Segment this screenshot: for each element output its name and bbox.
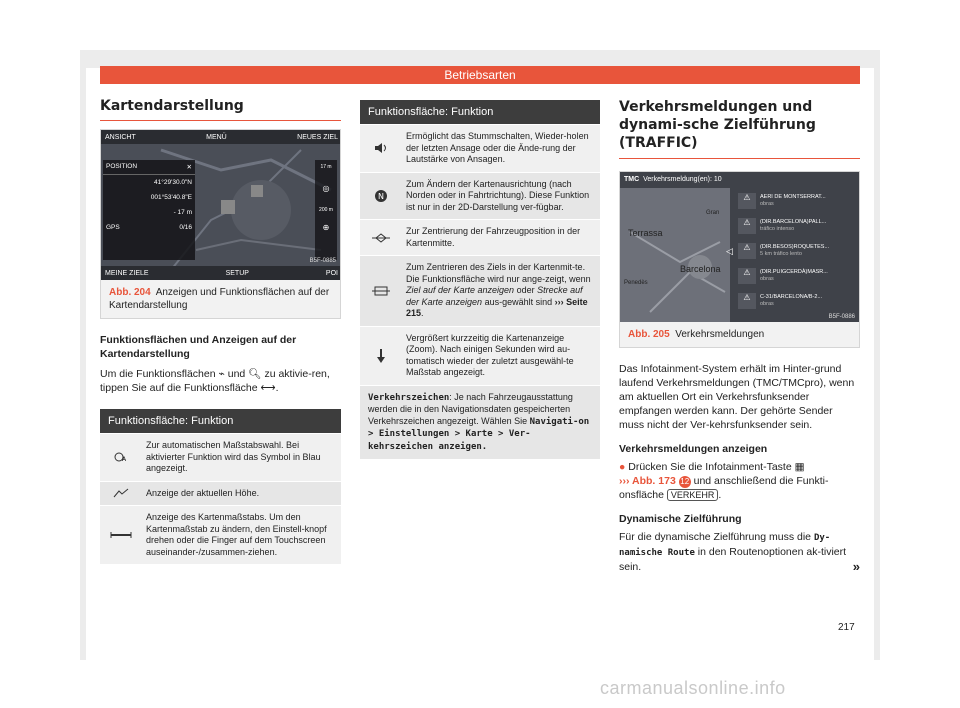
right-controls xyxy=(315,160,337,260)
position-panel xyxy=(103,160,195,260)
row-text: Anzeige des Kartenmaßstabs. Um den Kartenmaßstab zu ändern, den Einstell-knopf drehen oder die Finger auf dem Touchscreen auseinander-/zusammen-ziehen. xyxy=(146,512,327,557)
longitude: 001°53'40.8"E xyxy=(150,194,192,201)
item-subtitle: 5 km tráfico lento xyxy=(760,251,802,257)
list-item[interactable] xyxy=(738,215,854,237)
city-label: Penedès xyxy=(624,280,648,286)
intro-paragraph xyxy=(100,367,341,395)
map-scale[interactable]: 200 m xyxy=(319,207,333,213)
subheading: Dynamische Zielführung xyxy=(619,513,742,525)
body-paragraph: Das Infotainment-System erhält im Hinter-grund laufend Verkehrsmeldungen (TMC/TMCpro), wenn am aktuellen Ort ein Verkehrsfunksender empfangen werden kann. Der gehörte Sender muss nicht der Ver-kehrsfunksender sein. xyxy=(619,363,855,431)
parking-icon xyxy=(221,200,235,214)
infotainment-key-icon: ▦ xyxy=(794,461,805,473)
page-link[interactable]: ››› Seite 215 xyxy=(406,296,588,318)
section-heading: Verkehrsmeldungen und dynami-sche Zielführung (TRAFFIC) xyxy=(619,92,860,159)
scale-small-icon: ⟷ xyxy=(260,382,276,394)
new-destination-button[interactable]: NEUES ZIEL xyxy=(297,133,338,141)
menu-button[interactable]: MENÜ xyxy=(206,133,227,141)
section-header: Betriebsarten xyxy=(100,66,860,84)
gps-label: GPS xyxy=(106,224,120,231)
para-text: und xyxy=(227,368,246,380)
map-screenshot xyxy=(101,130,340,280)
row-text-part: aus-gewählt sind xyxy=(482,296,555,307)
caption-text: Anzeigen und Funktionsflächen auf der Kartendarstellung xyxy=(109,287,330,311)
middle-column xyxy=(360,100,600,459)
auto-zoom-icon xyxy=(100,434,142,481)
function-table-middle xyxy=(360,100,600,459)
table-row xyxy=(100,481,341,506)
right-column xyxy=(619,92,860,574)
center-destination-icon xyxy=(360,256,402,326)
section-heading: Kartendarstellung xyxy=(100,92,341,121)
warning-icon: ⚠ xyxy=(738,193,756,209)
close-icon[interactable]: ✕ xyxy=(186,164,192,171)
zoom-icon xyxy=(360,327,402,385)
bullet-text: und anschließend die Funkti-onsfläche xyxy=(619,475,829,501)
item-subtitle: obras xyxy=(760,301,774,307)
table-row xyxy=(360,172,600,220)
row-text: Zum Ändern der Kartenausrichtung (nach Norden oder in Fahrtrichtung). Diese Funktion ist nur in der 2D-Darstellung ver-fügbar. xyxy=(406,178,590,212)
svg-text:N: N xyxy=(378,191,384,201)
bullet-icon: ● xyxy=(619,461,626,473)
caption-label: Abb. 204 xyxy=(109,287,151,298)
bullet-item xyxy=(619,460,860,502)
altitude-small-icon: ⌁ xyxy=(218,368,225,380)
list-item[interactable] xyxy=(738,265,854,287)
continue-icon: » xyxy=(852,559,860,574)
bullet-text: Drücken Sie die Infotainment-Taste xyxy=(628,461,792,473)
latitude: 41°29'30.0"N xyxy=(154,179,192,186)
item-title: (DIR.PUIGCERDÀ)MASR... xyxy=(760,269,828,275)
gps-count: 0/16 xyxy=(179,224,192,231)
north-compass-icon xyxy=(360,173,402,220)
row-text xyxy=(402,256,600,326)
table-header: Funktionsfläche: Funktion xyxy=(360,100,600,124)
table-row xyxy=(360,255,600,326)
warning-icon: ⚠ xyxy=(738,268,756,284)
menu-path: Navigati-on > Einstellungen > Karte > Ver-kehrszeichen anzeigen. xyxy=(368,416,590,452)
list-item[interactable] xyxy=(738,240,854,262)
table-header: Funktionsfläche: Funktion xyxy=(100,409,341,433)
svg-text:A: A xyxy=(122,456,127,464)
row-text-part: : Je nach Fahrzeugausstattung werden die in den Navigationsdaten gespeicherten Verkehrszeichen angezeigt. Wählen Sie xyxy=(368,391,573,426)
para-text: zu aktivie-ren, tippen Sie auf die Funktionsfläche xyxy=(100,368,330,394)
panel-title: POSITION xyxy=(106,163,138,170)
row-text: Zur automatischen Maßstabswahl. Bei aktivierter Funktion wird das Symbol in Blau angezeigt. xyxy=(146,440,321,473)
item-subtitle: obras xyxy=(760,201,774,207)
figure-caption xyxy=(620,322,859,347)
row-text: Anzeige der aktuellen Höhe. xyxy=(146,487,260,498)
traffic-list xyxy=(738,190,854,312)
altitude: - 17 m xyxy=(173,209,192,216)
row-text-part: Zum Zentrieren des Ziels in der Kartenmit-te. Die Funktionsfläche wird nur ange-zeigt, wenn xyxy=(406,262,591,284)
table-row xyxy=(100,505,341,564)
view-button[interactable]: ANSICHT xyxy=(105,133,136,141)
item-title: AERI DE MONTSERRAT... xyxy=(760,194,826,200)
subheading: Funktionsflächen und Anzeigen auf der Kartendarstellung xyxy=(100,334,297,360)
row-text: Ermöglicht das Stummschalten, Wieder-holen der letzten Ansage oder die Ände-rung der Lautstärke von Ansagen. xyxy=(406,131,589,164)
zoom-small-icon: 🔍︎ xyxy=(248,368,262,380)
row-text xyxy=(360,386,600,460)
item-title: (DIR.BARCELONA)PALL... xyxy=(760,219,827,225)
para-text: in den Routenoptionen ak-tiviert sein. xyxy=(619,546,847,573)
bullet-text: . xyxy=(718,489,722,501)
my-destinations-button[interactable]: MEINE ZIELE xyxy=(105,269,149,277)
traffic-button[interactable]: VERKEHR xyxy=(667,489,719,501)
poi-button[interactable]: POI xyxy=(325,269,338,277)
function-table-left xyxy=(100,409,341,564)
table-row xyxy=(100,433,341,481)
figure-code: B5F-0886 xyxy=(828,314,855,320)
body-paragraph xyxy=(619,530,860,574)
table-row xyxy=(360,326,600,385)
warning-icon: ⚠ xyxy=(738,243,756,259)
item-title: (DIR.BESOS)ROQUETES... xyxy=(760,244,830,250)
altitude-icon xyxy=(100,482,142,506)
watermark: carmanualsonline.info xyxy=(600,678,786,698)
city-label: Terrassa xyxy=(628,228,663,238)
item-title: C-31/BARCELONA/B-2... xyxy=(760,294,823,300)
traffic-screenshot xyxy=(620,172,859,322)
row-text: Zur Zentrierung der Fahrzeugposition in der Kartenmitte. xyxy=(406,226,581,248)
option-name: Ziel auf der Karte anzeigen xyxy=(406,285,515,295)
para-text: . xyxy=(275,382,279,394)
table-row xyxy=(360,219,600,255)
compass-icon[interactable]: ◎ xyxy=(322,184,330,193)
callout-number: 12 xyxy=(680,477,690,486)
tmc-label: TMC xyxy=(624,176,640,183)
table-row xyxy=(360,124,600,172)
figure-caption xyxy=(101,280,340,318)
row-text: Vergrößert kurzzeitig die Kartenanzeige (Zoom). Nach einigen Sekunden wird au-tomatisch wieder der zuletzt ausgewähl-te Maßstab angezeigt. xyxy=(406,332,574,377)
caption-text: Verkehrsmeldungen xyxy=(675,329,765,340)
mute-icon xyxy=(360,125,402,172)
para-text: Für die dynamische Zielführung muss die xyxy=(619,531,812,543)
caption-label: Abb. 205 xyxy=(628,329,670,340)
table-row xyxy=(360,385,600,460)
row-text-part: oder xyxy=(514,285,538,295)
list-item[interactable] xyxy=(738,290,854,312)
para-text: Um die Funktionsflächen xyxy=(100,368,216,380)
center-position-icon xyxy=(360,220,402,255)
subheading: Verkehrsmeldungen anzeigen xyxy=(619,443,768,455)
list-item[interactable] xyxy=(738,190,854,212)
row-text-part: . xyxy=(421,308,424,318)
option-name: Strecke auf der Karte anzeigen xyxy=(406,285,583,307)
figure-traffic xyxy=(619,171,860,348)
city-label: Gran xyxy=(706,210,720,216)
figure-map xyxy=(100,129,341,319)
city-label: Barcelona xyxy=(680,264,721,274)
center-icon[interactable]: ⊕ xyxy=(322,223,330,232)
warning-icon: ⚠ xyxy=(738,218,756,234)
menu-item-name: Verkehrszeichen xyxy=(368,392,450,403)
scale-icon xyxy=(100,506,142,564)
figure-link[interactable]: ››› Abb. 173 xyxy=(619,475,676,487)
setup-button[interactable]: SETUP xyxy=(225,269,249,277)
item-subtitle: tráfico intenso xyxy=(760,226,795,232)
left-column xyxy=(100,92,341,564)
traffic-count: Verkehrsmeldung(en): 10 xyxy=(643,176,722,183)
option-name: Dy-namische Route xyxy=(619,533,831,558)
figure-code: B5F-0885 xyxy=(309,258,336,264)
warning-icon: ⚠ xyxy=(738,293,756,309)
scroll-left-icon[interactable]: ◁ xyxy=(726,246,733,256)
page-number: 217 xyxy=(838,622,855,633)
item-subtitle: obras xyxy=(760,276,774,282)
altitude-scale: 17 m xyxy=(320,164,332,170)
